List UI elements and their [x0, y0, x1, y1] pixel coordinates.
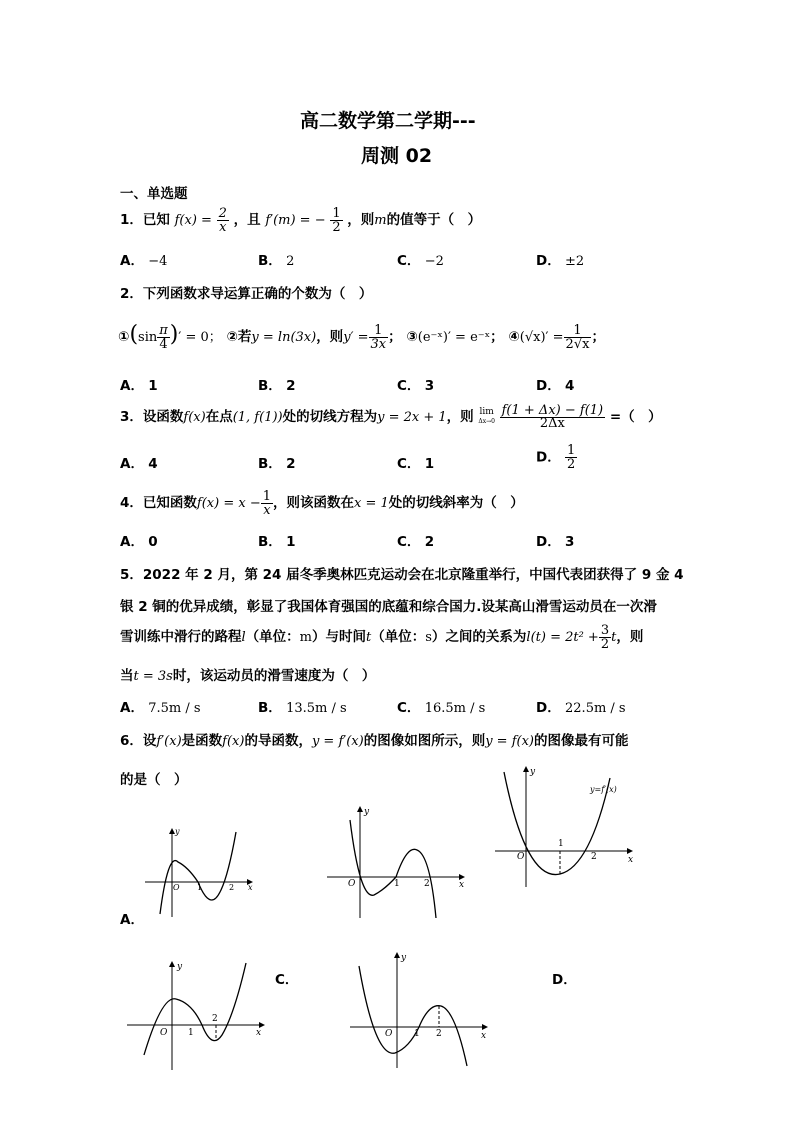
- axis-y-label: y: [530, 767, 536, 777]
- option-b-graph: [322, 800, 472, 925]
- origin-label: O: [517, 852, 525, 862]
- q1-option-c: C． −2: [397, 253, 444, 269]
- axis-y-label: y: [401, 953, 407, 963]
- tick-label-1: 1: [197, 883, 203, 892]
- tick-label-2: 2: [229, 883, 235, 892]
- axis-x-label: x: [248, 883, 253, 892]
- origin-label: O: [385, 1029, 393, 1039]
- q5-option-d: D． 22.5m / s: [536, 700, 626, 716]
- axis-x-label: x: [481, 1031, 487, 1041]
- option-d-graph: [345, 948, 495, 1073]
- option-d-label: D．: [552, 972, 577, 988]
- tick-label-2: 2: [591, 852, 597, 862]
- question-3: 3．设函数f(x)在点(1, f(1))处的切线方程为y = 2x + 1，则 lim Δx→0 $\frac{f(1 + \Delta x) - f(1)}{2\Delta x}$ =（ ）: [120, 402, 662, 431]
- curve-label: y=f′(x): [590, 785, 617, 794]
- q3-option-a: A． 4: [120, 456, 158, 472]
- option-c-label: C．: [275, 972, 299, 988]
- section-heading: 一、单选题: [120, 186, 188, 202]
- q5-option-c: C． 16.5m / s: [397, 700, 486, 716]
- axis-x-label: x: [256, 1028, 262, 1038]
- origin-label: O: [173, 883, 180, 892]
- tick-label-1: 1: [188, 1028, 194, 1038]
- q3-option-b: B． 2: [258, 456, 296, 472]
- page-title: 高二数学第二学期---: [300, 110, 476, 132]
- tick-label-2: 2: [424, 879, 430, 889]
- q4-option-b: B． 1: [258, 534, 296, 550]
- q2-option-c: C． 3: [397, 378, 435, 394]
- option-a-label: A．: [120, 912, 144, 928]
- q1-option-a: A． −4: [120, 253, 168, 269]
- tick-label-1: 1: [394, 879, 400, 889]
- q3-option-c: C． 1: [397, 456, 435, 472]
- axis-x-label: x: [628, 855, 634, 865]
- q2-option-d: D． 4: [536, 378, 575, 394]
- question-5-line-3: 雪训练中滑行的路程l（单位：m）与时间t（单位：s）之间的关系为l(t) = 2t² + $\frac{3}{2}$ t，则: [120, 622, 644, 652]
- q5-option-b: B． 13.5m / s: [258, 700, 347, 716]
- origin-label: O: [348, 879, 356, 889]
- derivative-graph: [490, 762, 640, 892]
- q2-option-a: A． 1: [120, 378, 158, 394]
- q1-option-d: D． ±2: [536, 253, 585, 269]
- q1-option-b: B． 2: [258, 253, 295, 269]
- question-5-line-2: 银 2 铜的优异成绩，彰显了我国体育强国的底蕴和综合国力.设某高山滑雪运动员在一次滑: [120, 599, 657, 615]
- q2-option-b: B． 2: [258, 378, 296, 394]
- axis-y-label: y: [364, 807, 370, 817]
- question-2-items: ①(sin $\frac{\pi}{4}$ )′ = 0； ②若y = ln(3x)，则y′ = $\frac{1}{3x}$ ； ③(e⁻ˣ)′ = e⁻ˣ； ④(√x)′ = $\frac{1}{2√x}$ ；: [118, 322, 605, 352]
- axis-y-label: y: [177, 962, 183, 972]
- q3-option-d: D． $\frac{1}{2}$: [536, 443, 576, 472]
- tick-label-2: 2: [212, 1014, 218, 1024]
- question-5-line-4: 当t = 3s时，该运动员的滑雪速度为（ ）: [120, 668, 376, 684]
- q4-option-c: C． 2: [397, 534, 435, 550]
- q5-option-a: A． 7.5m / s: [120, 700, 201, 716]
- question-5-line-1: 5．2022 年 2 月，第 24 届冬季奥林匹克运动会在北京隆重举行，中国代表团获得了 9 金 4: [120, 567, 684, 583]
- option-c-graph: [122, 955, 272, 1075]
- question-1: 1．已知 f(x) = $\frac{2}{x}$ ，且 f′(m) = − $\frac{1}{2}$ ，则m的值等于（ ）: [120, 205, 482, 235]
- tick-label-1: 1: [414, 1029, 420, 1039]
- tick-label-2: 2: [436, 1029, 442, 1039]
- axis-y-label: y: [175, 827, 180, 836]
- q4-option-d: D． 3: [536, 534, 575, 550]
- question-2: 2．下列函数求导运算正确的个数为（ ）: [120, 286, 373, 302]
- origin-label: O: [160, 1028, 168, 1038]
- option-a-graph: [140, 822, 260, 922]
- question-6-line-1: 6．设f′(x)是函数f(x)的导函数，y = f′(x)的图像如图所示，则y = f(x)的图像最有可能: [120, 733, 629, 749]
- axis-x-label: x: [459, 880, 465, 890]
- question-6-line-2: 的是（ ）: [120, 772, 188, 788]
- page-subtitle: 周测 02: [361, 145, 433, 167]
- question-4: 4．已知函数f(x) = x − $\frac{1}{x}$ ，则该函数在x = 1处的切线斜率为（ ）: [120, 488, 524, 518]
- q4-option-a: A． 0: [120, 534, 158, 550]
- tick-label-1: 1: [558, 839, 564, 849]
